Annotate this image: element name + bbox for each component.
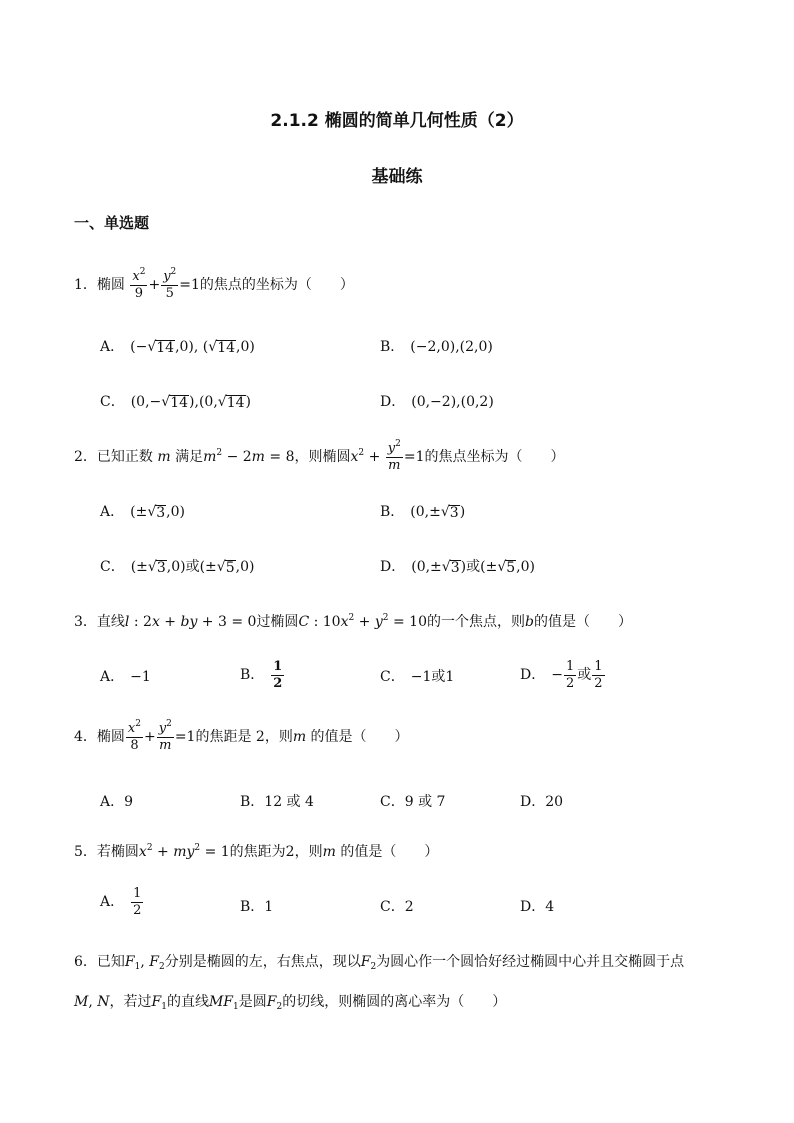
sqrt-symbol: √ 14 bbox=[147, 339, 175, 356]
q3-option-c[interactable]: C． −1或1 bbox=[380, 669, 455, 685]
math-fraction: $\frac{y^2}{5}$ bbox=[163, 267, 177, 301]
q4-option-d[interactable]: D．20 bbox=[520, 794, 564, 810]
question-2: 2．已知正数 m 满足$m^2 - 2m = 8$，则椭圆$x^2$ + $\frac{y^2}{m}$ =1的焦点坐标为（ ） bbox=[74, 439, 565, 473]
q2-option-a[interactable]: A． (±√ 3 ,0) bbox=[100, 504, 185, 521]
q3-option-a[interactable]: A． −1 bbox=[100, 669, 151, 685]
q5-option-d[interactable]: D．4 bbox=[520, 899, 555, 915]
question-6-line-2: M, N，若过$F_1$的直线$MF_1$是圆$F_2$的切线，则椭圆的离心率为（ ） bbox=[74, 994, 507, 1012]
question-number: 2． bbox=[74, 449, 97, 466]
math-fraction: $\frac{x^2}{9}$ bbox=[132, 267, 146, 301]
q4-option-a[interactable]: A．9 bbox=[100, 794, 134, 810]
q2-option-c[interactable]: C． (±√ 3 ,0)或(±√ 5 ,0) bbox=[100, 559, 255, 576]
q4-option-c[interactable]: C．9 或 7 bbox=[380, 794, 446, 810]
question-number: 4． bbox=[74, 729, 97, 746]
question-number: 3． bbox=[74, 614, 97, 630]
q1-option-a[interactable]: A． (−√ 14 ,0), (√ 14 ,0) bbox=[100, 339, 255, 356]
q5-option-b[interactable]: B．1 bbox=[240, 899, 274, 915]
math-fraction: $\frac{y^2}{m}$ bbox=[158, 719, 172, 753]
math-fraction: $\frac{x^2}{8}$ bbox=[127, 719, 141, 753]
q5-option-c[interactable]: C．2 bbox=[380, 899, 414, 915]
q4-option-b[interactable]: B．12 或 4 bbox=[240, 794, 314, 810]
question-number: 1． bbox=[74, 277, 97, 294]
q1-option-d[interactable]: D． (0,−2),(0,2) bbox=[380, 394, 494, 410]
math-fraction: $\frac{1}{2}$ bbox=[273, 659, 283, 691]
math-fraction: $\frac{y^2}{m}$ bbox=[387, 439, 401, 473]
q1-option-c[interactable]: C． (0,−√ 14 ),(0,√ 14 ) bbox=[100, 394, 251, 411]
question-4: 4．椭圆 $\frac{x^2}{8}$ + $\frac{y^2}{m}$ =1的焦距是 2，则m 的值是（ ） bbox=[74, 719, 409, 753]
question-6: 6．已知$F_1$, $F_2$分别是椭圆的左，右焦点，现以$F_2$为圆心作一个圆恰好经过椭圆中心并且交椭圆于点 bbox=[74, 954, 685, 972]
question-number: 6． bbox=[74, 954, 97, 970]
q5-option-a[interactable]: A． $\frac{1}{2}$ bbox=[100, 886, 142, 918]
section-heading: 一、单选题 bbox=[74, 214, 150, 232]
math-fraction: $\frac{1}{2}$ bbox=[133, 886, 142, 918]
q1-option-b[interactable]: B． (−2,0),(2,0) bbox=[380, 339, 493, 355]
q2-option-d[interactable]: D． (0,±√ 3 )或(±√ 5 ,0) bbox=[380, 559, 535, 576]
page-title: 2.1.2 椭圆的简单几何性质（2） bbox=[270, 111, 524, 131]
question-1: 1．椭圆 $\frac{x^2}{9}$ + $\frac{y^2}{5}$ =1的焦点的坐标为（ ） bbox=[74, 267, 354, 301]
math-fraction: $\frac{1}{2}$ bbox=[565, 659, 575, 691]
question-5: 5．若椭圆$x^2 + my^2 = 1$的焦距为2，则m 的值是（ ） bbox=[74, 843, 439, 860]
math-fraction: $\frac{1}{2}$ bbox=[594, 659, 603, 691]
q3-option-d[interactable]: D． − $\frac{1}{2}$ 或 $\frac{1}{2}$ bbox=[520, 659, 603, 691]
q3-option-b[interactable]: B． $\frac{1}{2}$ bbox=[240, 659, 283, 691]
question-number: 5． bbox=[74, 844, 97, 860]
page-subtitle: 基础练 bbox=[371, 167, 423, 187]
question-3: 3．直线l : 2x + by + 3 = 0过椭圆C : $10x^2 + y^2 = 10$的一个焦点，则b的值是（ ） bbox=[74, 613, 632, 630]
q2-option-b[interactable]: B． (0,±√ 3 ) bbox=[380, 504, 466, 521]
